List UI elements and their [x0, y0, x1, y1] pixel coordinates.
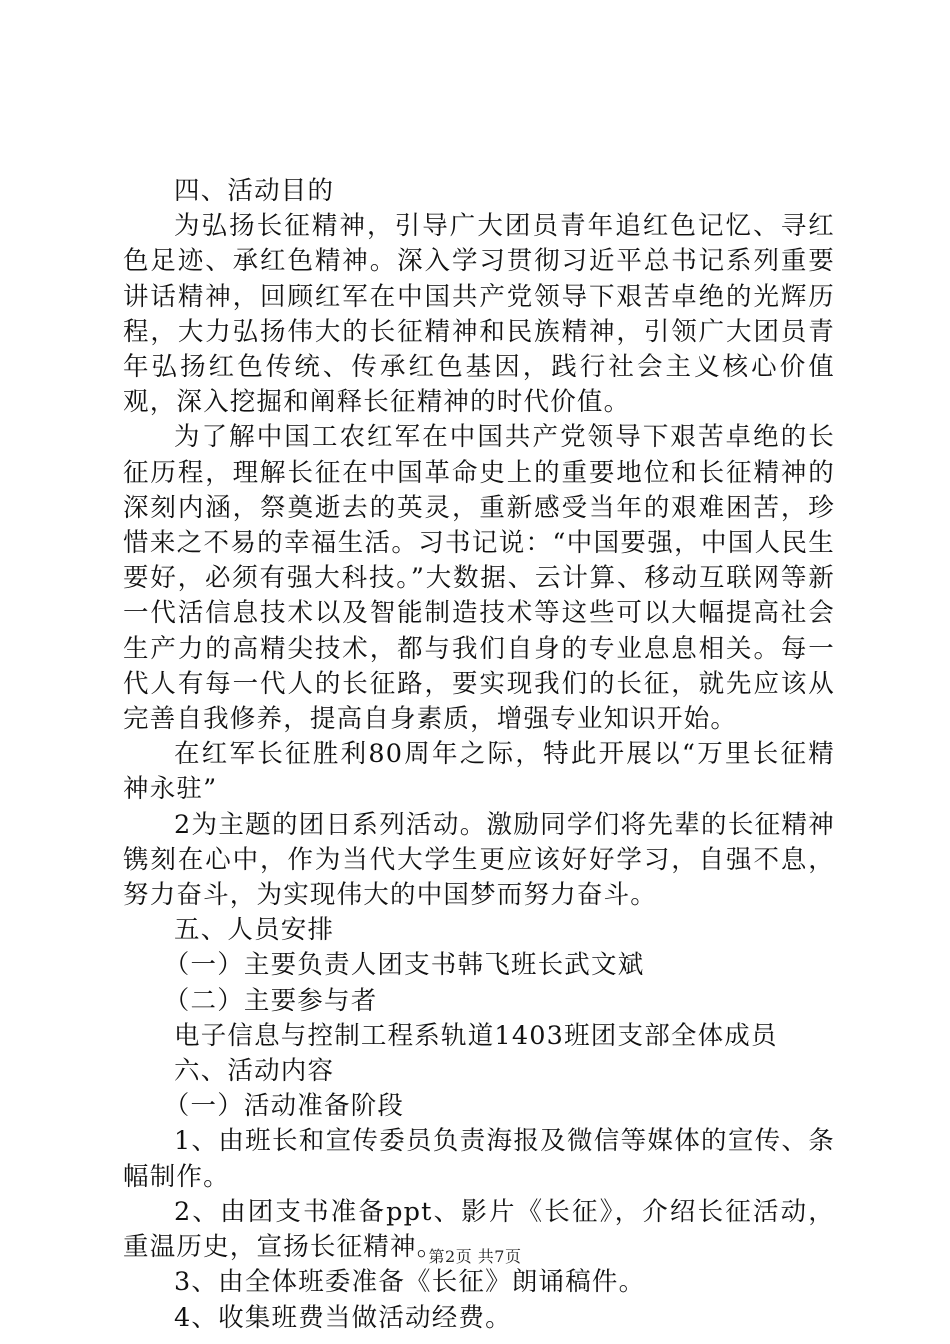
- paragraph-purpose-4: 2为主题的团日系列活动。激励同学们将先辈的长征精神镌刻在心中，作为当代大学生更应该好好学习，自强不息，努力奋斗，为实现伟大的中国梦而努力奋斗。: [123, 809, 835, 911]
- staffing-item-participants: 电子信息与控制工程系轨道1403班团支部全体成员: [174, 1020, 778, 1051]
- section-heading-purpose: 四、活动目的: [174, 176, 335, 206]
- paragraph-purpose-3: 在红军长征胜利80周年之际，特此开展以“万里长征精神永驻”: [123, 739, 835, 805]
- paragraph-purpose-2: 为了解中国工农红军在中国共产党领导下艰苦卓绝的长征历程，理解长征在中国革命史上的重要地位和长征精神的深刻内涵，祭奠逝去的英灵，重新感受当年的艰难困苦，珍惜来之不易的幸福生活。习书记说：“中国要强，中国人民生要好，必须有强大科技。”大数据、云计算、移动互联网等新一代活信息技术以及智能制造技术等这些可以大幅提高社会生产力的高精尖技术，都与我们自身的专业息息相关。每一代人有每一代人的长征路，要实现我们的长征，就先应该从完善自我修养，提高自身素质，增强专业知识开始。: [123, 422, 835, 735]
- content-subheading-preparation: （一）活动准备阶段: [163, 1091, 405, 1122]
- page-footer: 第2页 共7页: [428, 1247, 522, 1266]
- preparation-item-3: 3、由全体班委准备《长征》朗诵稿件。: [174, 1267, 646, 1298]
- paragraph-purpose-1: 为弘扬长征精神，引导广大团员青年追红色记忆、寻红色足迹、承红色精神。深入学习贯彻习近平总书记系列重要讲话精神，回顾红军在中国共产党领导下艰苦卓绝的光辉历程，大力弘扬伟大的长征精神和民族精神，引领广大团员青年弘扬红色传统、传承红色基因，践行社会主义核心价值观，深入挖掘和阐释长征精神的时代价值。: [123, 211, 835, 418]
- section-heading-staffing: 五、人员安排: [174, 915, 335, 946]
- document-body: [123, 174, 835, 1336]
- staffing-item-participants-heading: （二）主要参与者: [163, 985, 378, 1016]
- preparation-item-1: 1、由班长和宣传委员负责海报及微信等媒体的宣传、条幅制作。: [123, 1126, 835, 1192]
- preparation-item-2: 2、由团支书准备ppt、影片《长征》，介绍长征活动，重温历史，宣扬长征精神。: [123, 1196, 835, 1263]
- staffing-item-leaders: （一）主要负责人团支书韩飞班长武文斌: [163, 950, 645, 981]
- preparation-item-4: 4、收集班费当做活动经费。: [174, 1302, 512, 1333]
- section-heading-content: 六、活动内容: [174, 1056, 335, 1087]
